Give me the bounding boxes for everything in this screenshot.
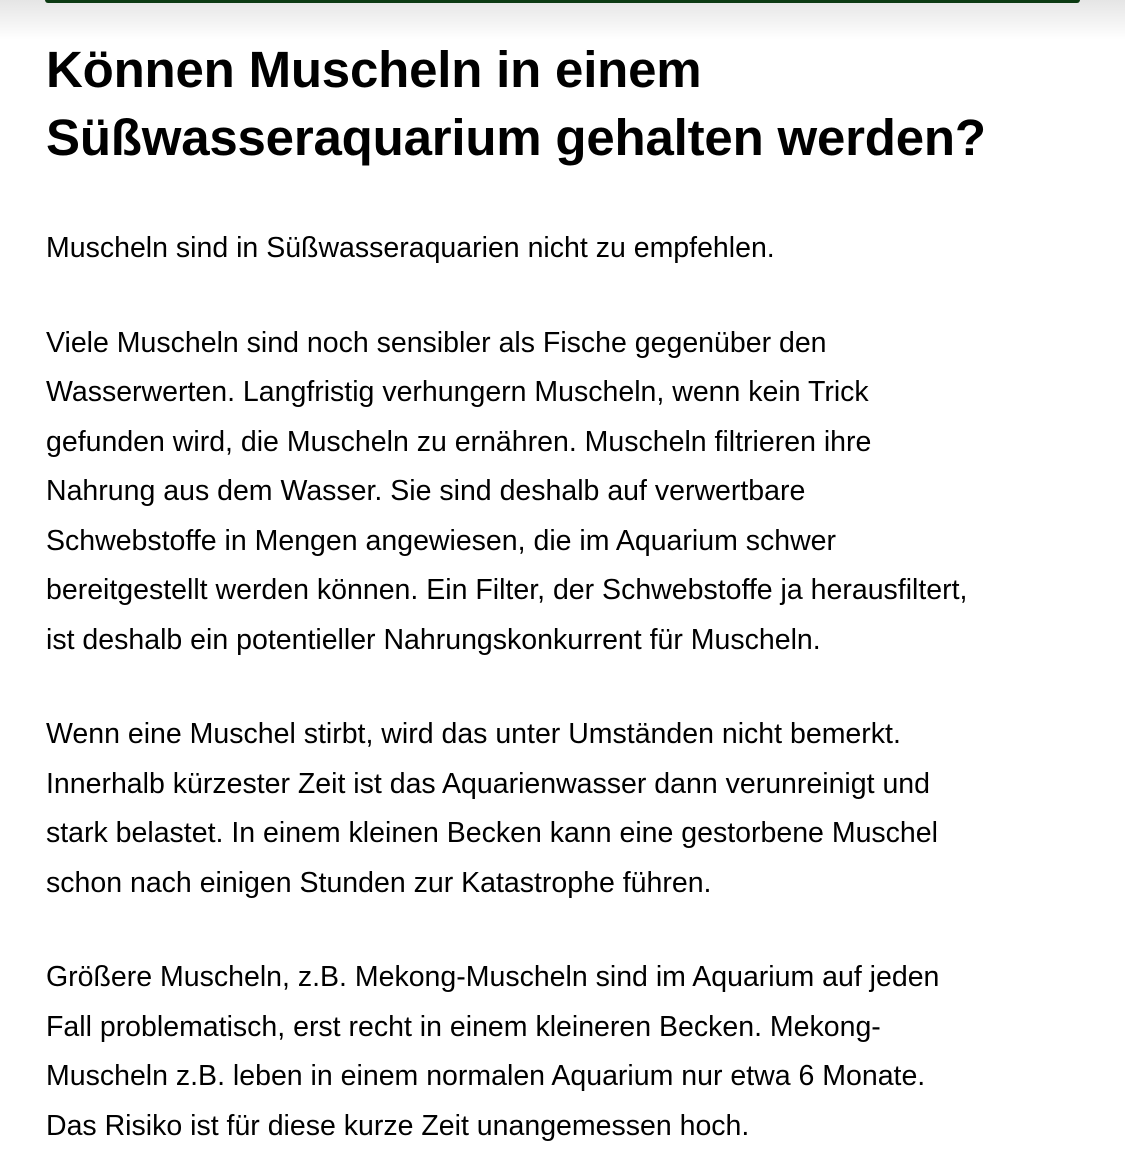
top-shadow: [0, 0, 1125, 40]
title-line-2: Süßwasseraquarium gehalten werden?: [46, 109, 986, 166]
paragraph-line: Schwebstoffe in Mengen angewiesen, die im Aquarium schwer: [46, 524, 836, 557]
paragraph-line: gefunden wird, die Muscheln zu ernähren. Muscheln filtrieren ihre: [46, 425, 872, 458]
paragraph-line: Wenn eine Muschel stirbt, wird das unter Umständen nicht bemerkt.: [46, 718, 901, 750]
article-title: [46, 36, 1086, 172]
paragraph-3: [46, 710, 1086, 908]
paragraph-2: [46, 319, 1086, 666]
paragraph-line: Das Risiko ist für diese kurze Zeit unangemessen hoch.: [46, 1109, 750, 1142]
paragraph-4: [46, 953, 1086, 1151]
paragraph-line: bereitgestellt werden können. Ein Filter, der Schwebstoffe ja herausfiltert,: [46, 574, 968, 606]
paragraph-line: Fall problematisch, erst recht in einem kleineren Becken. Mekong-: [46, 1010, 881, 1043]
paragraph-line: Wasserwerten. Langfristig verhungern Muscheln, wenn kein Trick: [46, 376, 869, 408]
paragraph-1: [46, 224, 1086, 274]
paragraph-line: Nahrung aus dem Wasser. Sie sind deshalb auf verwertbare: [46, 475, 806, 507]
top-bar: [45, 0, 1080, 3]
article-content: [46, 36, 1086, 1151]
paragraph-line: Muscheln z.B. leben in einem normalen Aquarium nur etwa 6 Monate.: [46, 1060, 926, 1092]
paragraph-line: ist deshalb ein potentieller Nahrungskonkurrent für Muscheln.: [46, 623, 821, 656]
paragraph-line: Muscheln sind in Süßwasseraquarien nicht zu empfehlen.: [46, 232, 775, 264]
paragraph-line: Viele Muscheln sind noch sensibler als Fische gegenüber den: [46, 326, 827, 359]
paragraph-line: schon nach einigen Stunden zur Katastrophe führen.: [46, 866, 712, 899]
paragraph-line: Innerhalb kürzester Zeit ist das Aquarienwasser dann verunreinigt und: [46, 767, 931, 800]
paragraph-line: Größere Muscheln, z.B. Mekong-Muscheln sind im Aquarium auf jeden: [46, 961, 940, 993]
paragraph-line: stark belastet. In einem kleinen Becken kann eine gestorbene Muschel: [46, 817, 938, 849]
title-line-1: Können Muscheln in einem: [46, 41, 702, 98]
